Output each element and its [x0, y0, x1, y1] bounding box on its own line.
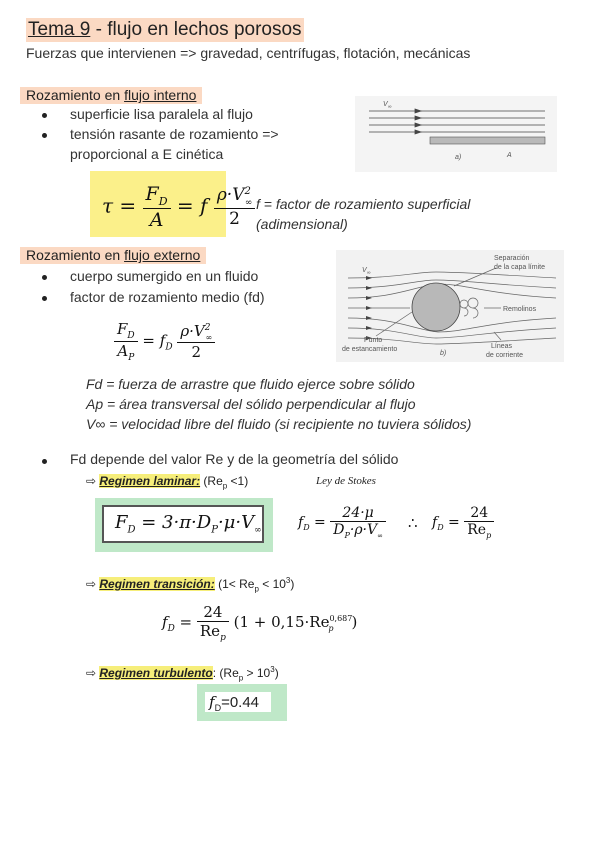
- bullet-text: tensión rasante de rozamiento =>: [70, 126, 279, 142]
- title-number: Tema 9: [28, 19, 91, 40]
- svg-text:b): b): [440, 350, 447, 357]
- svg-text:∞: ∞: [367, 270, 371, 276]
- formula-fd-laminar: $f_D$ = $\frac{24\cdot\mu}{D_P\cdot\rho\cdot V_\infty}$: [298, 505, 386, 540]
- bullet-dot: [42, 459, 47, 464]
- title-rest: - flujo en lechos porosos: [90, 19, 302, 40]
- svg-text:de la capa límite: de la capa límite: [494, 264, 545, 271]
- svg-text:Separación: Separación: [494, 255, 530, 262]
- svg-text:Líneas: Líneas: [491, 343, 513, 350]
- bullet-text: Fd depende del valor Re y de la geometría del sólido: [70, 451, 399, 467]
- regime-laminar-line: ⇨ Regimen laminar: $(Re_p <1)$: [86, 474, 249, 491]
- svg-text:∞: ∞: [388, 104, 392, 110]
- formula-box-tau: τ = $\frac{F_D}{A}$ = f $\frac{\rho\cdot V^2_\infty}{2}$: [90, 171, 226, 237]
- bullet-text: proporcional a E cinética: [70, 146, 224, 162]
- svg-text:a): a): [455, 154, 462, 161]
- def-fd: Fd = fuerza de arrastre que fluido ejerce sobre sólido: [86, 376, 415, 392]
- subtitle: Fuerzas que intervienen => gravedad, centrífugas, flotación, mecánicas: [26, 45, 471, 61]
- svg-text:de estancamiento: de estancamiento: [342, 346, 398, 353]
- svg-text:V: V: [383, 101, 388, 108]
- bullet-text: cuerpo sumergido en un fluido: [70, 268, 259, 284]
- bullet-dot: [42, 113, 47, 118]
- formula-drag-coefficient: $\frac{F_D}{A_P}$ = $f_D$ $\frac{\rho\cdot V^2_\infty}{2}$: [114, 320, 215, 363]
- formula-box-turbulent: $f_D=0.44$: [197, 684, 287, 721]
- section-heading-internal: Rozamiento en flujo interno: [20, 87, 202, 104]
- def-vinf: V∞ = velocidad libre del fluido (si recipiente no tuviera sólidos): [86, 416, 472, 432]
- figure-internal-flow: [355, 96, 557, 172]
- formula-box-stokes: $F_D = 3\cdot\pi\cdot D_P\cdot\mu\cdot V_\infty$: [95, 498, 273, 552]
- regime-transition-line: ⇨ Regimen transición: $(1< Re_p < 10^3)$: [86, 576, 295, 594]
- svg-text:Punto: Punto: [364, 337, 383, 344]
- note-friction-factor: f = factor de rozamiento superficial: [256, 196, 471, 212]
- regime-turbulent-line: ⇨ Regimen turbulento: $(Re_p > 10^3)$: [86, 665, 279, 683]
- note-dimensionless: (adimensional): [256, 216, 348, 232]
- svg-text:de corriente: de corriente: [486, 352, 523, 359]
- figure-external-flow: [336, 250, 564, 362]
- section-heading-external: Rozamiento en flujo externo: [20, 247, 206, 264]
- bullet-dot: [42, 296, 47, 301]
- page-title: [26, 18, 304, 42]
- formula-fd-reynolds: $f_D$ = $\frac{24}{Re_p}$: [432, 505, 494, 540]
- therefore-symbol: ∴: [408, 515, 418, 532]
- svg-text:V: V: [362, 267, 367, 274]
- svg-text:A: A: [507, 152, 512, 159]
- stokes-law-label: Ley de Stokes: [316, 475, 376, 487]
- svg-text:Remolinos: Remolinos: [503, 306, 537, 313]
- bullet-text: factor de rozamiento medio (fd): [70, 289, 265, 305]
- def-ap: Ap = área transversal del sólido perpendicular al flujo: [86, 396, 416, 412]
- bullet-dot: [42, 275, 47, 280]
- bullet-text: superficie lisa paralela al flujo: [70, 106, 253, 122]
- bullet-dot: [42, 133, 47, 138]
- formula-fd-transition: $f_D$ = $\frac{24}{Re_p}$ (1 + 0,15·Re$^{0,687}_p$ ): [162, 603, 358, 643]
